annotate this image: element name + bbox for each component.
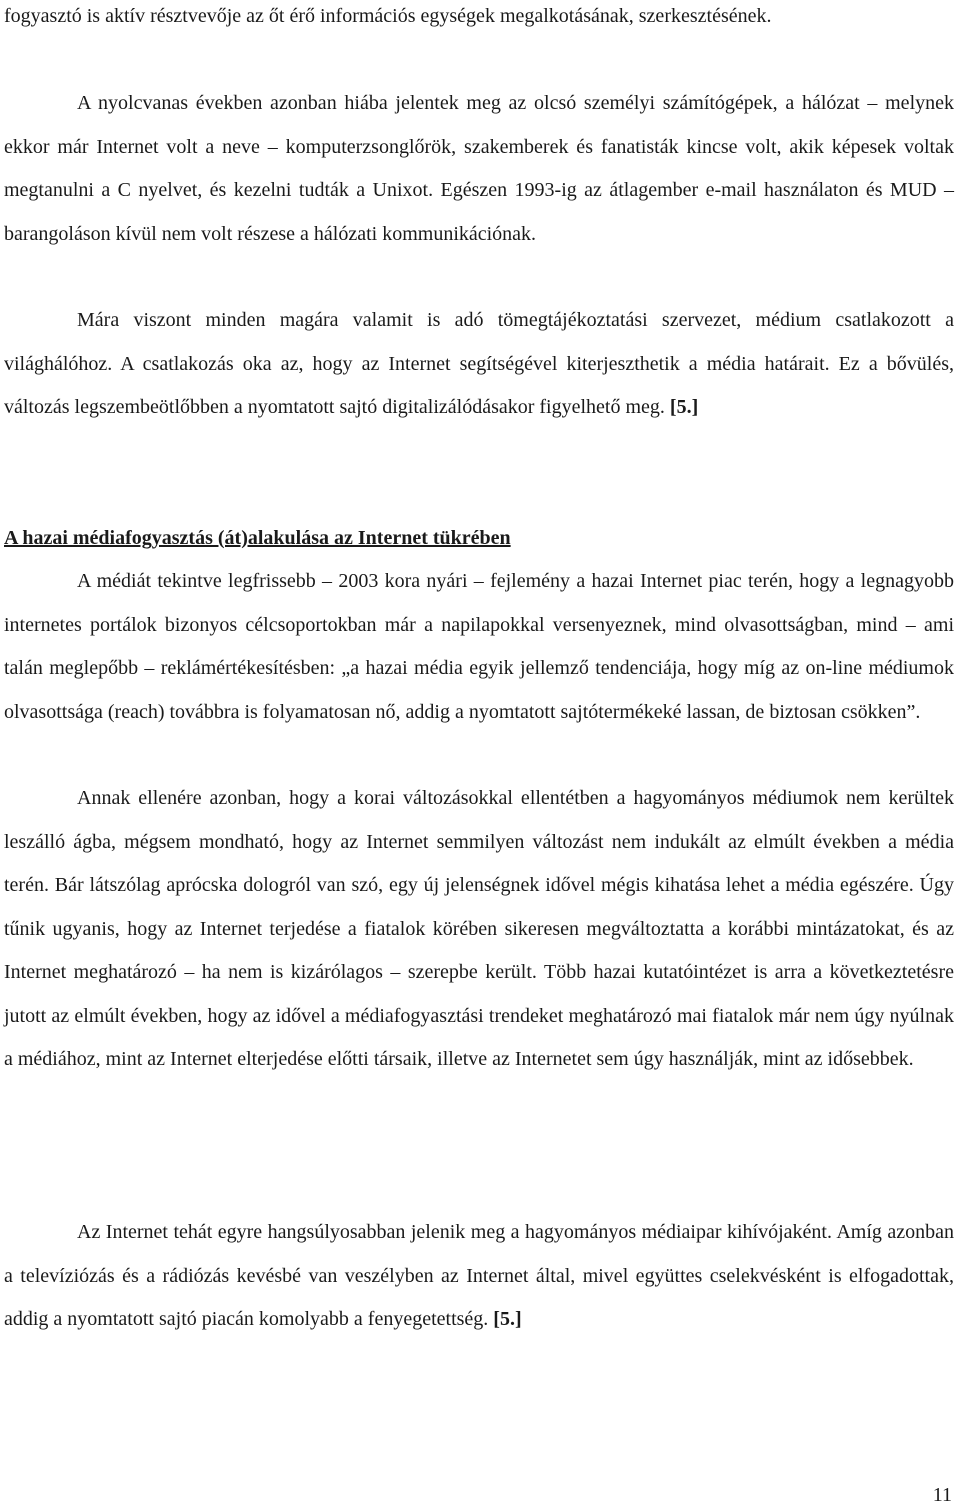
paragraph-text: fogyasztó is aktív résztvevője az őt érő információs egységek megalkotásának, szerkesztésének. — [4, 5, 772, 27]
paragraph-mara — [4, 299, 954, 430]
paragraph-annak — [4, 777, 954, 1082]
paragraph-text: Annak ellenére azonban, hogy a korai változásokkal ellentétben a hagyományos médiumok nem kerültek leszálló ágba, mégsem mondható, hogy az Internet semmilyen változást nem indukált az elmúlt években a média terén. Bár látszólag aprócska dologról van szó, egy új jelenségnek idővel mégis kihatása lehet a média egészére. Úgy tűnik ugyanis, hogy az Internet terjedése a fiatalok körében sikeresen megváltoztatta a korábbi mintázatokat, és az Internet meghatározó – ha nem is kizárólagos – szerepbe került. Több hazai kutatóintézet is arra a következtetésre jutott az elmúlt években, hogy az idővel a médiafogyasztási trendeket meghatározó mai fiatalok már nem úgy nyúlnak a médiához, mint az Internet elterjedése előtti társaik, illetve az Internetet sem úgy használják, mint az idősebbek. — [4, 787, 954, 1070]
citation-reference: [5.] — [669, 396, 699, 418]
paragraph-nyolcvanas — [4, 82, 954, 256]
paragraph-continuation — [4, 0, 954, 39]
paragraph-text: A médiát tekintve legfrissebb – 2003 kora nyári – fejlemény a hazai Internet piac terén, hogy a legnagyobb internetes portálok bizonyos célcsoportokban már a napilapokkal versenyeznek, mind olvasottságban, mind – ami talán meglepőbb – reklámértékesítésben: „a hazai média egyik jellemző tendenciája, hogy míg az on-line médiumok olvasottsága (reach) továbbra is folyamatosan nő, addig a nyomtatott sajtótermékeké lassan, de biztosan csökken”. — [4, 570, 954, 723]
page-number: 11 — [932, 1484, 952, 1506]
paragraph-text: A nyolcvanas években azonban hiába jelentek meg az olcsó személyi számítógépek, a hálózat – melynek ekkor már Internet volt a neve – komputerzsonglőrök, szakemberek és fanatisták kincse volt, akik képesek voltak megtanulni a C nyelvet, és kezelni tudták a Unixot. Egészen 1993-ig az átlagember e-mail használaton és MUD – barangoláson kívül nem volt részese a hálózati kommunikációnak. — [4, 92, 954, 245]
paragraph-text: Mára viszont minden magára valamit is adó tömegtájékoztatási szervezet, médium csatlakozott a világhálóhoz. A csatlakozás oka az, hogy az Internet segítségével kiterjeszthetik a média határait. Ez a bővülés, változás legszembeötlőbben a nyomtatott sajtó digitalizálódásakor figyelhető meg. — [4, 309, 954, 418]
paragraph-internet-tehat — [4, 1211, 954, 1342]
paragraph-mediat — [4, 560, 954, 734]
paragraph-text: Az Internet tehát egyre hangsúlyosabban jelenik meg a hagyományos médiaipar kihívójaként. Amíg azonban a televíziózás és a rádiózás kevésbé van veszélyben az Internet által, mivel együttes cselekvésként is elfogadottak, addig a nyomtatott sajtó piacán komolyabb a fenyegetettség. — [4, 1221, 954, 1330]
section-heading: A hazai médiafogyasztás (át)alakulása az Internet tükrében — [4, 527, 511, 549]
citation-reference: [5.] — [493, 1308, 522, 1330]
